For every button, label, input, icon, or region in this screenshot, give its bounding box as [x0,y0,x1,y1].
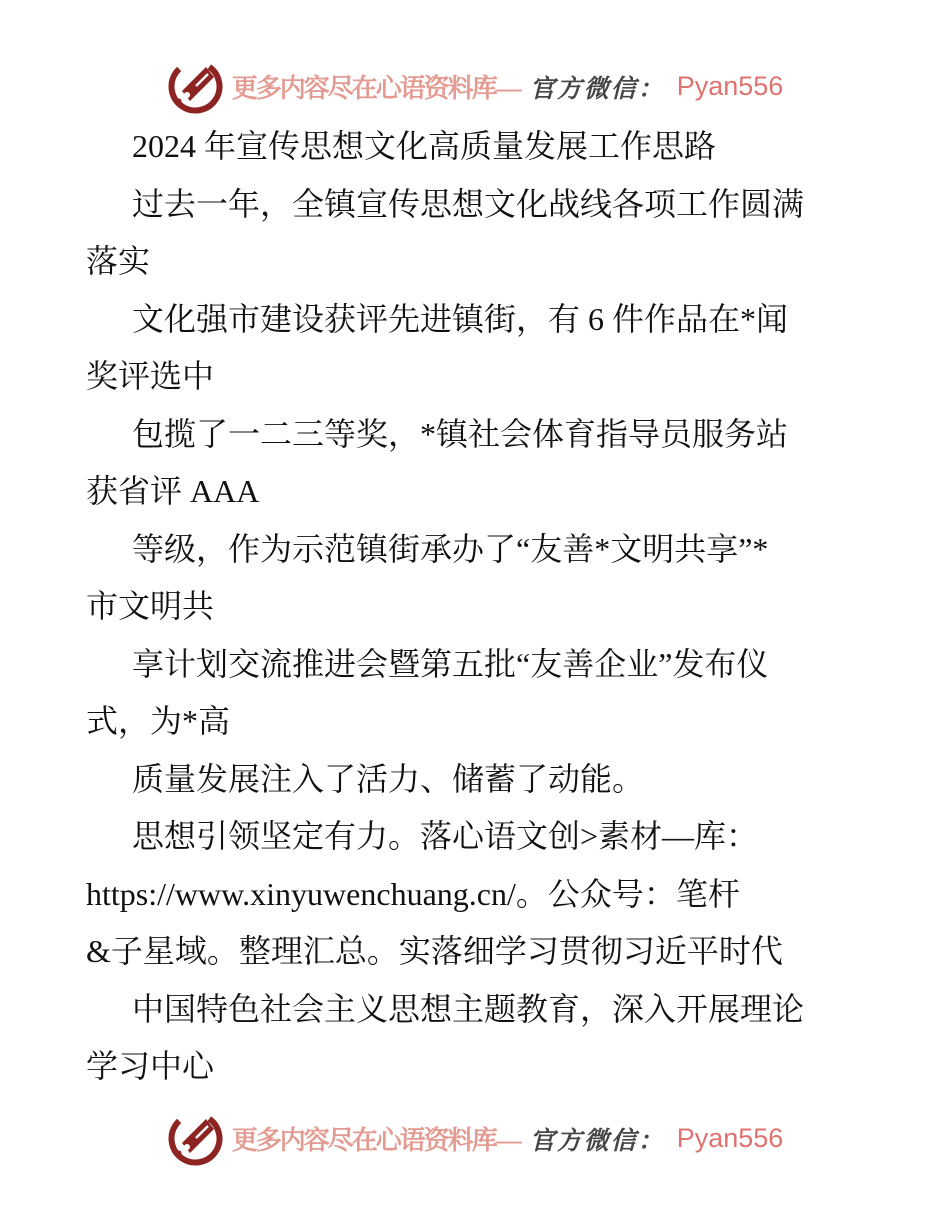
pen-nib-logo-icon [167,58,224,115]
banner-brand-text: 更多内容尽在心语资料库— [231,74,520,103]
document-line: 落实 [86,243,151,279]
document-line: 过去一年，全镇宣传思想文化战线各项工作圆满 [132,185,805,222]
document-line: 思想引领坚定有力。落心语文创>素材—库： [132,818,759,854]
document-line: 2024 年宣传思想文化高质量发展工作思路 [132,128,717,164]
document-body [86,118,878,1096]
document-line: 式，为*高 [86,703,231,739]
document-line: 中国特色社会主义思想主题教育，深入开展理论 [132,990,805,1027]
banner-wechat-id: Pyan556 [676,1123,784,1153]
document-line: 质量发展注入了活力、储蓄了动能。 [132,760,645,797]
document-line: 学习中心 [86,1048,215,1084]
footer-banner [0,1110,950,1167]
pen-nib-logo-icon [167,1110,224,1167]
document-line: 等级，作为示范镇街承办了“友善*文明共享”* [132,530,769,567]
banner-wechat-label: 官方微信： [529,75,665,103]
document-line: 市文明共 [86,588,215,624]
document-line: &子星域。整理汇总。实落细学习贯彻习近平时代 [86,933,783,969]
banner-wechat-id: Pyan556 [676,71,784,101]
document-line: 奖评选中 [86,358,215,394]
document-line: 享计划交流推进会暨第五批“友善企业”发布仪 [132,645,769,682]
document-line: https://www.xinyuwenchuang.cn/。公众号：笔杆 [86,875,740,912]
banner-brand-text: 更多内容尽在心语资料库— [231,1126,520,1155]
banner-wechat-label: 官方微信： [529,1127,665,1155]
document-line: 获省评 AAA [86,473,260,509]
header-banner [0,58,950,115]
document-line: 包揽了一二三等奖，*镇社会体育指导员服务站 [132,415,789,452]
document-line: 文化强市建设获评先进镇街，有 6 件作品在*闻 [132,300,789,337]
